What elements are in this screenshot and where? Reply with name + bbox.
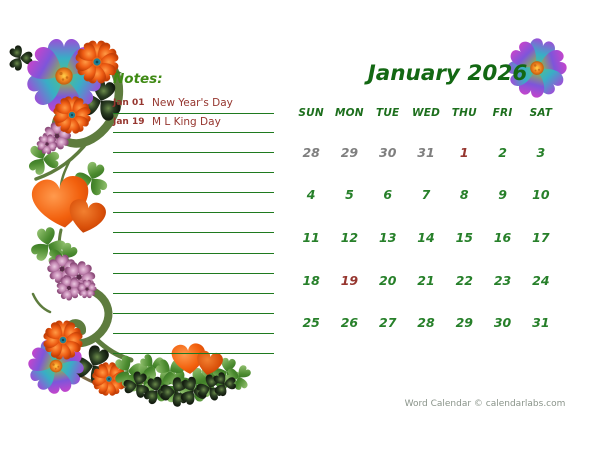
day-cell: 25 [302, 315, 320, 331]
note-line [113, 334, 274, 354]
note-lines [113, 133, 274, 354]
day-cell: 28 [417, 315, 435, 331]
day-grid [292, 131, 560, 344]
day-cell: 16 [493, 229, 512, 245]
holiday-row [113, 114, 274, 133]
day-cell: 30 [493, 315, 512, 331]
day-cell: 26 [340, 315, 359, 331]
day-cell: 29 [455, 315, 473, 331]
day-header: THU [451, 107, 477, 119]
day-header: MON [335, 107, 364, 119]
note-line [113, 233, 274, 253]
day-header: WED [411, 107, 441, 119]
day-cell: 2 [498, 144, 507, 160]
holiday-row [113, 95, 274, 114]
day-cell: 27 [379, 315, 397, 331]
holiday-date: Jan 19 [113, 117, 145, 127]
day-header: SUN [298, 107, 324, 119]
day-cell: 6 [383, 187, 393, 203]
holiday-list [113, 95, 274, 133]
day-cell: 10 [532, 187, 550, 203]
note-line [113, 193, 274, 213]
day-cell: 9 [498, 187, 507, 203]
day-cell: 22 [455, 272, 473, 288]
day-header: FRI [492, 107, 513, 119]
holiday-name: M L King Day [152, 116, 221, 128]
day-header: SAT [529, 107, 553, 119]
day-header-row [292, 107, 560, 131]
day-cell: 4 [306, 187, 316, 203]
day-cell: 7 [421, 187, 431, 203]
day-cell: 20 [379, 272, 397, 288]
notes-heading: Notes: [113, 71, 163, 87]
day-cell: 17 [532, 229, 550, 245]
note-line [113, 213, 274, 233]
day-header: TUE [375, 107, 400, 119]
note-line [113, 314, 274, 334]
day-cell: 30 [379, 144, 397, 160]
day-cell: 14 [417, 229, 435, 245]
day-cell: 28 [302, 144, 320, 160]
day-cell: 23 [493, 272, 512, 288]
note-line [113, 153, 274, 173]
day-cell: 19 [340, 272, 359, 288]
month-title: January 2026 [367, 61, 528, 86]
day-cell: 15 [455, 229, 473, 245]
note-line [113, 133, 274, 153]
day-cell: 18 [302, 272, 320, 288]
day-cell: 11 [302, 229, 320, 245]
day-cell: 24 [532, 272, 550, 288]
note-line [113, 274, 274, 294]
day-cell: 3 [536, 144, 546, 160]
day-cell: 31 [417, 144, 435, 160]
holiday-date: Jan 01 [113, 98, 145, 108]
day-cell: 1 [459, 144, 469, 160]
day-cell: 12 [340, 229, 359, 245]
day-cell: 31 [532, 315, 550, 331]
footer-credit: Word Calendar © calendarlabs.com [404, 399, 566, 409]
holiday-name: New Year's Day [152, 97, 233, 109]
day-cell: 13 [379, 229, 397, 245]
note-line [113, 173, 274, 193]
day-cell: 21 [417, 272, 435, 288]
day-cell: 5 [345, 187, 354, 203]
day-cell: 29 [340, 144, 359, 160]
note-line [113, 254, 274, 274]
note-line [113, 294, 274, 314]
calendar-grid [292, 107, 560, 344]
day-cell: 8 [459, 187, 469, 203]
